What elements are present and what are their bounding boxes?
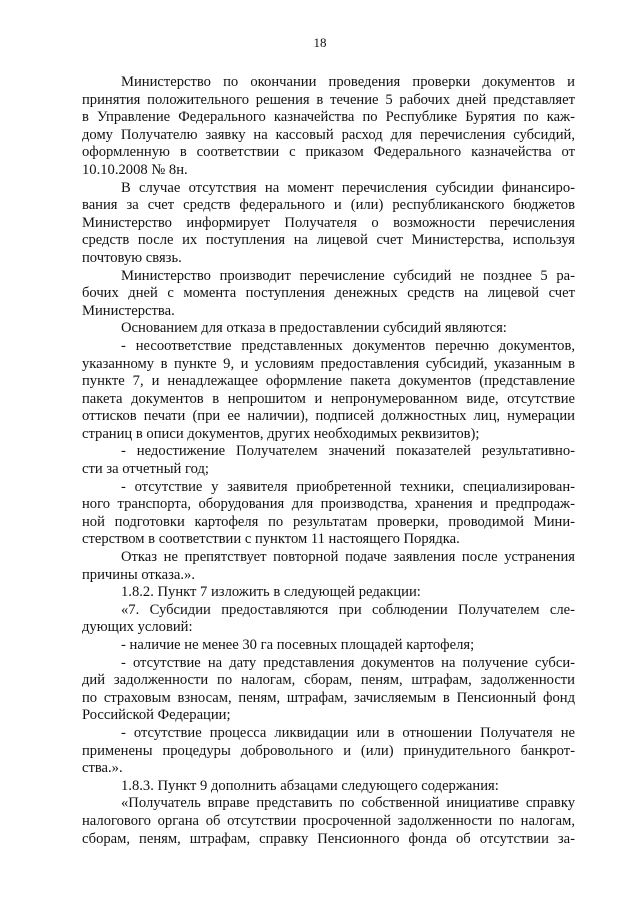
text-line: Отказ не препятствует повторной подаче заявления после устранения xyxy=(121,549,575,566)
text-line: оформленную в соответствии с приказом Федерального казначейства от xyxy=(82,144,575,161)
text-line: вания за счет средств федерального и (или) республиканского бюджетов xyxy=(82,197,575,214)
text-line: 1.8.3. Пункт 9 дополнить абзацами следующего содержания: xyxy=(121,777,499,794)
text-line: 10.10.2008 № 8н. xyxy=(82,161,188,178)
document-body xyxy=(82,74,575,848)
text-line: ства.». xyxy=(82,760,123,777)
text-line: стерством в соответствии с пунктом 11 настоящего Порядка. xyxy=(82,531,460,548)
text-line: применены процедуры добровольного и (или) принудительного банкрот- xyxy=(82,742,575,759)
text-line: Министерства. xyxy=(82,302,175,319)
text-line: сборам, пеням, штрафам, справку Пенсионного фонда об отсутствии за- xyxy=(82,830,575,847)
text-line: - отсутствие у заявителя приобретенной техники, специализирован- xyxy=(121,478,575,495)
text-line: указанному в пункте 9, и условиям предоставления субсидий, указанным в xyxy=(82,355,575,372)
text-line: - недостижение Получателем значений показателей результативно- xyxy=(121,443,575,460)
text-line: - отсутствие на дату представления документов на получение субси- xyxy=(121,654,575,671)
text-line: бочих дней с момента поступления денежных средств на лицевой счет xyxy=(82,285,575,302)
text-line: дующих условий: xyxy=(82,619,193,636)
text-line: страниц в описи документов, других необходимых реквизитов); xyxy=(82,425,480,442)
text-line: ного транспорта, оборудования для производства, хранения и предпродаж- xyxy=(82,496,575,513)
text-line: 1.8.2. Пункт 7 изложить в следующей редакции: xyxy=(121,584,421,601)
text-line: Министерство по окончании проведения проверки документов и xyxy=(121,74,575,90)
text-line: - несоответствие представленных документов перечню документов, xyxy=(121,337,575,354)
text-line: причины отказа.». xyxy=(82,566,195,583)
text-line: Министерство производит перечисление субсидий не позднее 5 ра- xyxy=(121,267,575,284)
text-line: Основанием для отказа в предоставлении субсидий являются: xyxy=(121,320,507,337)
text-line: «Получатель вправе представить по собственной инициативе справку xyxy=(121,795,575,812)
text-line: - наличие не менее 30 га посевных площадей картофеля; xyxy=(121,637,475,653)
text-line: «7. Субсидии предоставляются при соблюдении Получателем сле- xyxy=(121,601,575,618)
text-line: Министерство информирует Получателя о возможности перечисления xyxy=(82,214,575,231)
text-line: принятия положительного решения в течение 5 рабочих дней представляет xyxy=(82,91,575,108)
text-line: оттисков печати (при ее наличии), подписей должностных лиц, нумерации xyxy=(82,408,575,425)
text-line: почтовую связь. xyxy=(82,249,182,266)
text-line: по страховым взносам, пеням, штрафам, зачисляемым в Пенсионный фонд xyxy=(82,689,575,706)
text-line: В случае отсутствия на момент перечисления субсидии финансиро- xyxy=(121,179,575,196)
text-line: Российской Федерации; xyxy=(82,707,231,724)
text-line: в Управление Федерального казначейства по Республике Бурятия по каж- xyxy=(82,109,575,126)
text-line: - отсутствие процесса ликвидации или в отношении Получателя не xyxy=(121,724,575,741)
text-line: средств после их поступления на лицевой счет Министерства, используя xyxy=(82,232,575,249)
text-line: пункте 7, и ненадлежащее оформление пакета документов (представление xyxy=(82,373,575,390)
page-number: 18 xyxy=(313,35,327,50)
text-line: ной подготовки картофеля по результатам проверки, проводимой Мини- xyxy=(82,513,575,530)
text-line: пакета документов в непрошитом и непронумерованном виде, отсутствие xyxy=(82,390,575,407)
text-line: налогового органа об отсутствии просроченной задолженности по налогам, xyxy=(82,812,575,829)
text-line: сти за отчетный год; xyxy=(82,461,209,478)
text-line: дому Получателю заявку на кассовый расход для перечисления субсидий, xyxy=(82,126,575,143)
text-line: дий задолженности по налогам, сборам, пеням, штрафам, задолженности xyxy=(82,672,575,689)
